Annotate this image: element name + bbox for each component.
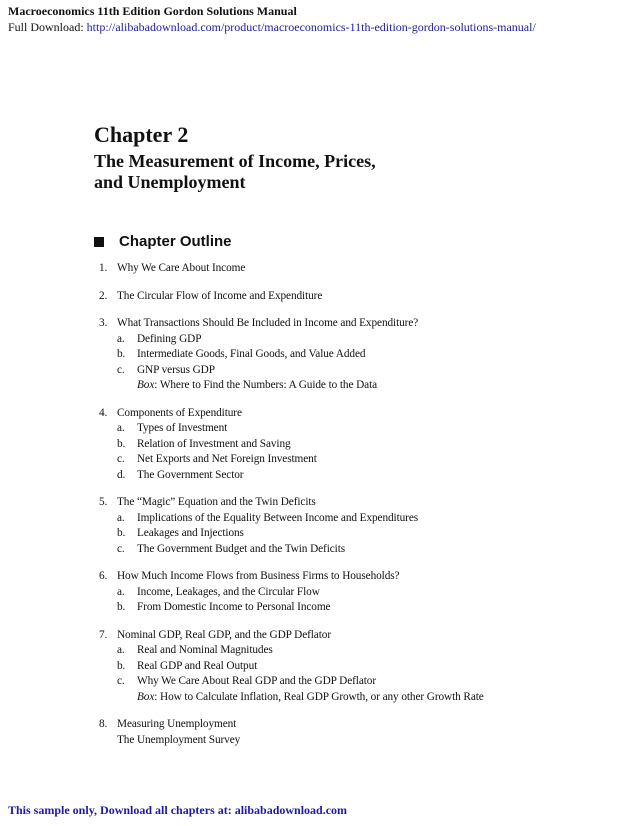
subitem-letter: d. bbox=[117, 468, 126, 481]
outline-item bbox=[99, 495, 484, 557]
outline-item bbox=[99, 289, 484, 305]
footer-download-note[interactable]: This sample only, Download all chapters at: alibabadownload.com bbox=[8, 803, 348, 817]
item-number: 7. bbox=[99, 628, 108, 641]
subitem-letter: a. bbox=[117, 332, 125, 345]
item-subline: The Unemployment Survey bbox=[117, 733, 241, 746]
item-text: The Circular Flow of Income and Expenditure bbox=[117, 289, 323, 302]
subitem-text: Real and Nominal Magnitudes bbox=[137, 644, 273, 656]
item-text: Components of Expenditure bbox=[117, 406, 242, 419]
subitem-letter: b. bbox=[117, 601, 126, 613]
subitem-letter: c. bbox=[117, 542, 125, 555]
subitem-text: Net Exports and Net Foreign Investment bbox=[137, 453, 317, 465]
item-number: 5. bbox=[99, 496, 108, 508]
outline-item bbox=[99, 628, 484, 706]
item-number: 2. bbox=[99, 289, 108, 302]
download-link[interactable]: http://alibabadownload.com/product/macroeconomics-11th-edition-gordon-solutions-manual/ bbox=[86, 20, 536, 34]
outline-heading-text: Chapter Outline bbox=[119, 233, 232, 250]
chapter-heading bbox=[94, 122, 376, 193]
subitem-letter: b. bbox=[117, 348, 126, 360]
box-label: Box bbox=[137, 379, 155, 391]
subitem-text: From Domestic Income to Personal Income bbox=[137, 601, 331, 613]
chapter-title-line-1: The Measurement of Income, Prices, bbox=[94, 151, 376, 171]
item-number: 1. bbox=[99, 262, 108, 274]
subitem-text: GNP versus GDP bbox=[137, 363, 215, 376]
outline-item bbox=[99, 316, 484, 394]
download-line bbox=[8, 20, 536, 35]
item-text: The “Magic” Equation and the Twin Deficits bbox=[117, 496, 316, 508]
chapter-title-line-2: and Unemployment bbox=[94, 172, 246, 192]
subitem-letter: a. bbox=[117, 422, 125, 434]
subitem-letter: a. bbox=[117, 585, 125, 598]
outline-item bbox=[99, 717, 484, 748]
subitem-letter: b. bbox=[117, 437, 126, 450]
subitem-text: Real GDP and Real Output bbox=[137, 659, 258, 672]
subitem-letter: c. bbox=[117, 363, 125, 376]
box-note bbox=[99, 378, 484, 394]
subitem-text: Relation of Investment and Saving bbox=[137, 437, 291, 450]
item-text: Why We Care About Income bbox=[117, 262, 246, 274]
item-text: What Transactions Should Be Included in Income and Expenditure? bbox=[117, 317, 419, 329]
document-header-title: Macroeconomics 11th Edition Gordon Solutions Manual bbox=[8, 4, 297, 18]
chapter-outline-list bbox=[99, 261, 484, 760]
outline-item bbox=[99, 569, 484, 616]
subitem-text: Income, Leakages, and the Circular Flow bbox=[137, 585, 320, 598]
subitem-text: Leakages and Injections bbox=[137, 527, 244, 539]
item-number: 4. bbox=[99, 406, 108, 419]
item-number: 8. bbox=[99, 718, 108, 730]
outline-item bbox=[99, 406, 484, 484]
item-text: How Much Income Flows from Business Firms to Households? bbox=[117, 570, 400, 582]
box-text: : How to Calculate Inflation, Real GDP Growth, or any other Growth Rate bbox=[154, 690, 484, 703]
box-note bbox=[99, 690, 484, 706]
subitem-text: Implications of the Equality Between Income and Expenditures bbox=[137, 511, 419, 524]
download-label: Full Download: bbox=[8, 20, 87, 34]
subitem-text: Intermediate Goods, Final Goods, and Value Added bbox=[137, 348, 366, 360]
square-bullet-icon bbox=[94, 237, 104, 247]
subitem-text: Defining GDP bbox=[137, 332, 202, 345]
item-number: 3. bbox=[99, 317, 108, 329]
box-text: : Where to Find the Numbers: A Guide to the Data bbox=[154, 379, 378, 391]
chapter-number: Chapter 2 bbox=[94, 122, 189, 147]
subitem-text: The Government Sector bbox=[137, 468, 244, 481]
subitem-text: Types of Investment bbox=[137, 422, 228, 434]
item-number: 6. bbox=[99, 570, 108, 582]
subitem-letter: b. bbox=[117, 659, 126, 672]
subitem-letter: a. bbox=[117, 511, 125, 524]
box-label: Box bbox=[137, 690, 155, 703]
subitem-text: Why We Care About Real GDP and the GDP Deflator bbox=[137, 675, 376, 687]
outline-item bbox=[99, 261, 484, 277]
chapter-title bbox=[94, 151, 376, 193]
subitem-letter: b. bbox=[117, 527, 126, 539]
item-text: Measuring Unemployment bbox=[117, 718, 237, 730]
subitem-letter: c. bbox=[117, 453, 125, 465]
subitem-text: The Government Budget and the Twin Deficits bbox=[137, 542, 346, 555]
subitem-letter: a. bbox=[117, 644, 125, 656]
outline-heading bbox=[94, 233, 232, 250]
item-text: Nominal GDP, Real GDP, and the GDP Deflator bbox=[117, 628, 331, 641]
subitem-letter: c. bbox=[117, 675, 125, 687]
